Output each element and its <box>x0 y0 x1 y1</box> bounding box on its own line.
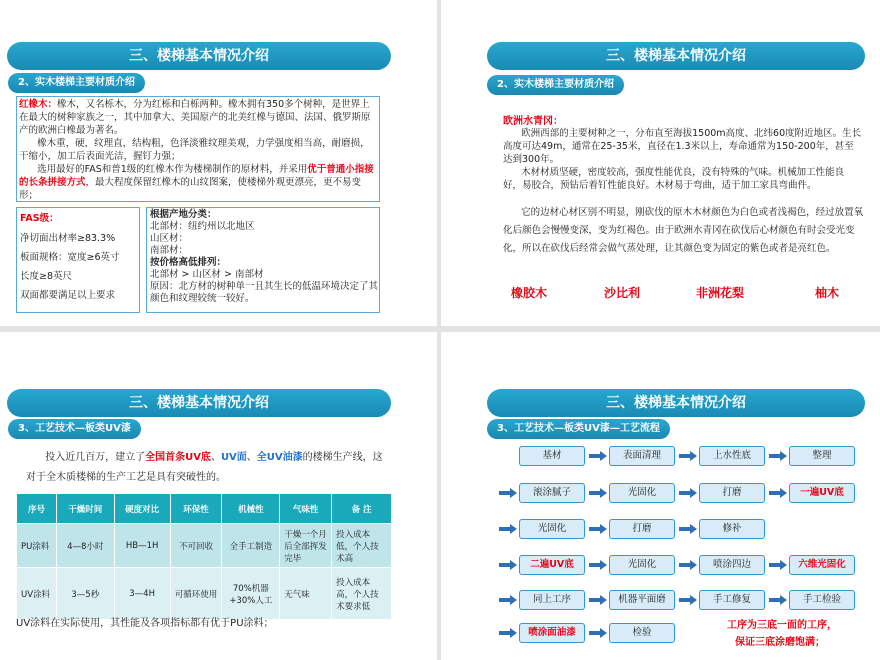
beech-paragraph-1-text: 欧洲西部的主要树种之一，分布直至海拔1500m高度、北纬60度附近地区。生长高度可达49m，通常在25-35米，直径在1.3米以上，寿命通常为150-200年，甚至达到300年。 <box>503 128 862 165</box>
process-step: 光固化 <box>609 555 675 575</box>
table-cell: PU涂料 <box>17 524 57 568</box>
uv-intro-b: 的楼梯生产线，这对于全木质楼梯的生产工艺是具有突破性的。 <box>26 452 383 483</box>
uv-intro <box>26 448 386 488</box>
fas-item: 长度≥8英尺 <box>20 271 73 282</box>
table-header: 序号 <box>17 494 57 524</box>
process-step: 修补 <box>699 519 765 539</box>
arrow-right-icon <box>499 525 517 533</box>
table-header: 干燥时间 <box>56 494 114 524</box>
oak-paragraph-3-b: ，最大程度保留红橡木的山纹图案，使楼梯外观更漂亮，更不易变形； <box>19 177 362 201</box>
process-step: 整理 <box>789 446 855 466</box>
rank-line: 北部材 > 山区材 > 南部材 <box>150 269 264 280</box>
oak-paragraph-2-text: 橡木重，硬，纹理直，结构粗，色泽淡雅纹理美观，力学强度相当高，耐磨损，干缩小，加工后表面光洁，握钉力强； <box>19 138 370 162</box>
origin-item: 北部材：纽约州以北地区 <box>150 221 255 232</box>
process-note: 工序为三底一面的工序， <box>727 620 837 631</box>
process-step: 滚涂腻子 <box>519 483 585 503</box>
oak-paragraph-3 <box>19 164 374 201</box>
oak-label: 红橡木： <box>19 99 58 110</box>
process-step-highlight: 六维光固化 <box>789 555 855 575</box>
origin-content <box>150 209 378 305</box>
process-step: 光固化 <box>519 519 585 539</box>
oak-paragraph-3-a: 选用最好的FAS和普1级的红橡木作为楼梯制作的原材料，并采用 <box>37 164 308 175</box>
table-cell: 4—8小时 <box>56 524 114 568</box>
fas-title: FAS级： <box>20 213 59 224</box>
uv-intro-sep: 、 <box>210 452 221 463</box>
beech-paragraph-2-text: 木材材质坚硬，密度较高，强度性能优良，没有特殊的气味。机械加工性能良好，易胶合，预钻后着钉性能良好。木材易于弯曲，适于加工家具弯曲件。 <box>503 167 845 191</box>
slide-title: 三、楼梯基本情况介绍 <box>487 42 865 70</box>
arrow-right-icon <box>769 452 787 460</box>
arrow-right-icon <box>769 596 787 604</box>
uv-intro-a: 投入近几百万，建立了 <box>45 452 146 463</box>
slide-subtitle: 2、实木楼梯主要材质介绍 <box>487 75 624 95</box>
arrow-right-icon <box>679 525 697 533</box>
uv-intro-highlight-red: 全国首条UV底 <box>145 452 211 463</box>
process-step: 喷涂四边 <box>699 555 765 575</box>
slide-uv-process[interactable] <box>441 332 880 660</box>
slide-title: 三、楼梯基本情况介绍 <box>7 42 391 70</box>
table-cell: HB—1H <box>114 524 170 568</box>
oak-paragraph-3-highlight: 优于普通小指接的长条拼接方式 <box>19 164 374 188</box>
table-cell: 3—4H <box>114 568 170 620</box>
process-step: 上水性底 <box>699 446 765 466</box>
table-cell: 70%机器+30%人工 <box>222 568 280 620</box>
slide-oak[interactable] <box>0 0 437 326</box>
table-cell: 不可回收 <box>170 524 222 568</box>
uv-intro-highlight-blue: 全UV油漆 <box>256 452 303 463</box>
arrow-right-icon <box>589 629 607 637</box>
uv-intro-sep: 、 <box>246 452 257 463</box>
arrow-right-icon <box>769 489 787 497</box>
arrow-right-icon <box>679 596 697 604</box>
wood-type-label: 沙比利 <box>604 286 641 300</box>
process-step: 表面清理 <box>609 446 675 466</box>
process-step: 手工检验 <box>789 590 855 610</box>
process-note: 保证三底涂磨饱满； <box>735 637 825 648</box>
beech-paragraph-1 <box>503 127 863 166</box>
slide-beech[interactable] <box>441 0 880 326</box>
arrow-right-icon <box>589 596 607 604</box>
slide-title: 三、楼梯基本情况介绍 <box>7 389 391 417</box>
origin-item: 南部材： <box>150 245 189 256</box>
table-cell: 干燥一个月后全部挥发完毕 <box>280 524 332 568</box>
fas-item: 净切面出材率≥83.3% <box>20 233 116 244</box>
arrow-right-icon <box>499 489 517 497</box>
process-step: 打磨 <box>699 483 765 503</box>
fas-item: 板面规格：宽度≥6英寸 <box>20 252 120 263</box>
arrow-right-icon <box>499 596 517 604</box>
wood-type-label: 非洲花梨 <box>696 286 745 300</box>
table-row <box>17 524 392 568</box>
process-step: 机器平面磨 <box>609 590 675 610</box>
uv-intro-highlight-blue: UV面 <box>220 452 247 463</box>
arrow-right-icon <box>499 629 517 637</box>
table-header: 环保性 <box>170 494 222 524</box>
table-row <box>17 568 392 620</box>
arrow-right-icon <box>589 561 607 569</box>
slide-subtitle: 3、工艺技术—板类UV漆 <box>8 419 141 439</box>
arrow-right-icon <box>769 561 787 569</box>
oak-description <box>19 98 377 202</box>
table-header: 备 注 <box>332 494 392 524</box>
arrow-right-icon <box>589 489 607 497</box>
process-step: 同上工序 <box>519 590 585 610</box>
beech-paragraph-3-text: 它的边材心材区别不明显，刚砍伐的原木木材颜色为白色或者浅褐色，经过放置氧化后颜色会慢慢变深，变为红褐色。由于欧洲水青冈在砍伐后心材颜色有时会受光变化，所以在砍伐后经常会做气蒸处理，让其颜色变为固定的紫色或者是亮红色。 <box>503 207 864 254</box>
process-step-highlight: 一遍UV底 <box>789 483 855 503</box>
table-header: 气味性 <box>280 494 332 524</box>
fas-item: 双面都要满足以上要求 <box>20 290 116 301</box>
table-cell: 无气味 <box>280 568 332 620</box>
process-step-highlight: 喷涂面油漆 <box>519 623 585 643</box>
uv-footer: UV涂料在实际使用，其性能及各项指标都有优于PU涂料； <box>16 618 274 629</box>
arrow-right-icon <box>589 452 607 460</box>
beech-paragraph-3 <box>503 204 865 258</box>
beech-paragraph-2 <box>503 166 863 192</box>
table-header-row <box>17 494 392 524</box>
beech-label: 欧洲水青冈： <box>503 116 563 127</box>
wood-type-label: 橡胶木 <box>511 286 548 300</box>
arrow-right-icon <box>499 561 517 569</box>
table-cell: 投入成本低，个人技术高 <box>332 524 392 568</box>
process-step: 手工修复 <box>699 590 765 610</box>
table-cell: 投入成本高，个人技术要求低 <box>332 568 392 620</box>
arrow-right-icon <box>589 525 607 533</box>
arrow-right-icon <box>679 452 697 460</box>
origin-title: 根据产地分类： <box>150 209 217 220</box>
process-step: 光固化 <box>609 483 675 503</box>
process-step-highlight: 二遍UV底 <box>519 555 585 575</box>
slide-uv-paint[interactable] <box>0 332 437 660</box>
table-cell: 3—5秒 <box>56 568 114 620</box>
table-cell: UV涂料 <box>17 568 57 620</box>
process-step: 打磨 <box>609 519 675 539</box>
slide-title: 三、楼梯基本情况介绍 <box>487 389 865 417</box>
rank-title: 按价格高低排列： <box>150 257 227 268</box>
process-step: 检验 <box>609 623 675 643</box>
origin-item: 山区材： <box>150 233 189 244</box>
table-cell: 可循环使用 <box>170 568 222 620</box>
slide-subtitle: 2、实木楼梯主要材质介绍 <box>8 73 145 93</box>
reason-line: 原因：北方材的树种单一且其生长的低温环境决定了其颜色和纹理较统一较好。 <box>150 281 379 304</box>
table-header: 机械性 <box>222 494 280 524</box>
process-step: 基材 <box>519 446 585 466</box>
arrow-right-icon <box>679 561 697 569</box>
slide-subtitle: 3、工艺技术—板类UV漆—工艺流程 <box>487 419 670 439</box>
oak-paragraph-2 <box>19 138 370 162</box>
wood-type-label: 柚木 <box>815 286 840 300</box>
table-header: 硬度对比 <box>114 494 170 524</box>
arrow-right-icon <box>679 489 697 497</box>
uv-comparison-table <box>16 493 392 620</box>
oak-paragraph-1: 橡木，又名栎木，分为红栎和白栎两种。橡木拥有350多个树种，是世界上在最大的树种家族之一，其中加拿大、美国原产的北美红橡与德国、法国、俄罗斯原产的欧洲白橡最为著名。 <box>19 99 371 136</box>
table-cell: 全手工制造 <box>222 524 280 568</box>
